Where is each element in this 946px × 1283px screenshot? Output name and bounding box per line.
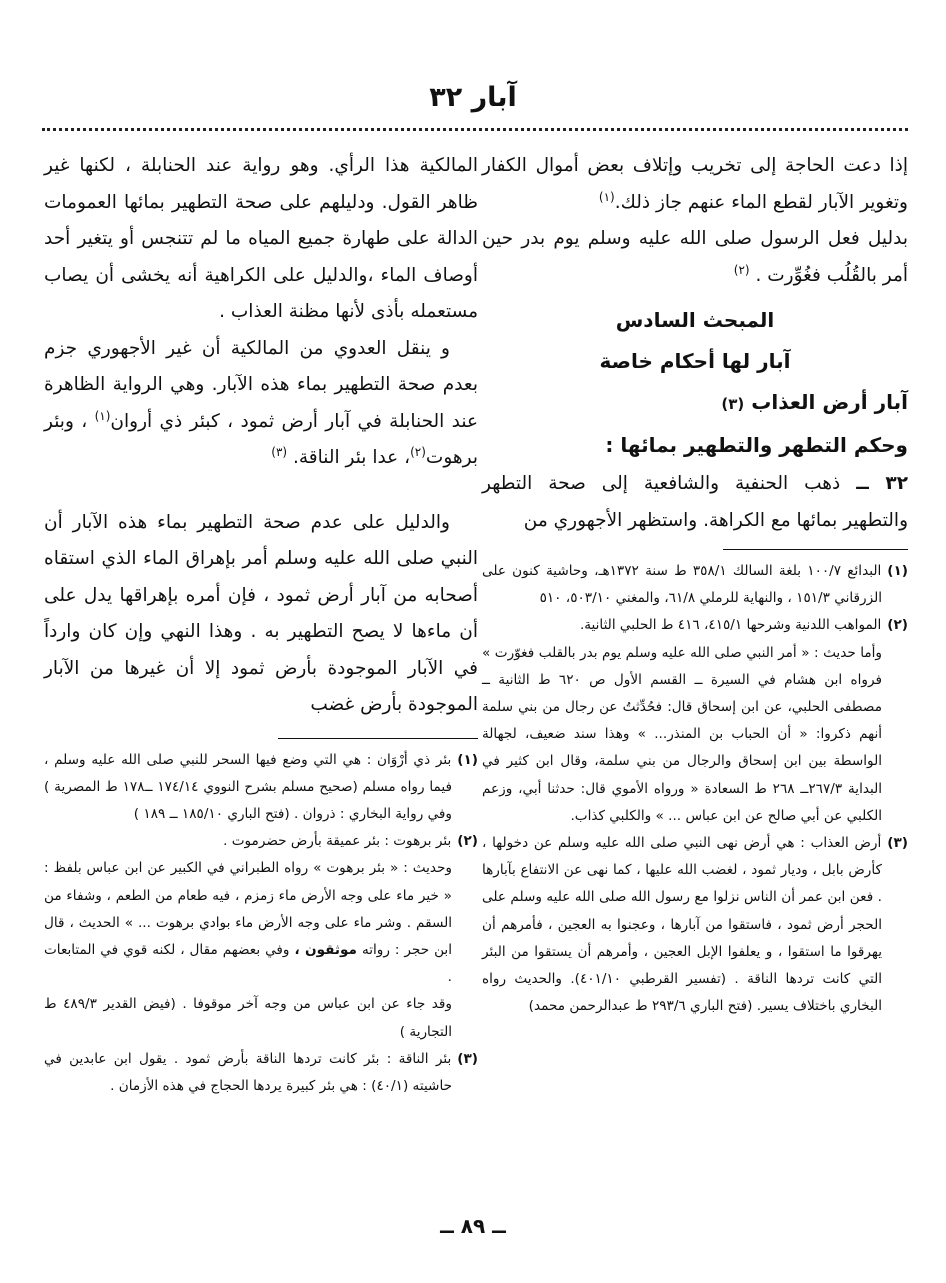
section-headings <box>482 300 908 466</box>
footnote-ref[interactable]: (٣) <box>271 444 288 459</box>
paragraph: والدليل على عدم صحة التطهير بماء هذه الآبار أن النبي صلى الله عليه وسلم أمر بإهراق الماء الذي استقاه أصحابه من آبار أرض ثمود ، فإن أمره بإهراقها يدل على أن ماءها لا يصح التطهير به . وهذا النهي وإن كان وارداً في الآبار الموجودة بأرض ثمود إلا أن غيرها من الآبار الموجودة بأرض غضب <box>44 511 478 715</box>
footnote-separator <box>723 549 908 550</box>
footnote-2 <box>482 612 908 830</box>
footnote-number: (٢) <box>887 617 908 634</box>
right-footnotes <box>482 558 908 1020</box>
right-column <box>482 148 908 1020</box>
paragraph <box>44 331 478 477</box>
paragraph: المالكية هذا الرأي. وهو رواية عند الحنابلة ، لكنها غير ظاهر القول. ودليلهم على صحة التطهير بمائها العمومات الدالة على طهارة جميع المياه ما لم تتنجس أو يتغير أحد أوصاف الماء ،والدليل على الكراهية أنه يخشى أن يصاب مستعمله بأذى لأنها مظنة العذاب . <box>44 155 478 322</box>
paragraph-text: ، عدا بئر الناقة. <box>292 447 411 468</box>
numbered-paragraph <box>482 466 908 539</box>
page-number: ــ ٨٩ ــ <box>440 1214 506 1238</box>
paragraph-text: بدليل فعل الرسول صلى الله عليه وسلم يوم بدر حين أمر بالقُلُب فغُوِّرت . <box>482 228 908 286</box>
paragraph-number: ٣٢ ــ <box>856 473 908 494</box>
left-footnotes <box>44 747 478 1101</box>
subsection-heading: آبار لها أحكام خاصة <box>599 349 791 373</box>
paragraph-text: إذا دعت الحاجة إلى تخريب وإتلاف بعض أموال الكفار وتغوير الآبار لقطع الماء عنهم جاز ذلك. <box>482 155 908 213</box>
paragraph <box>482 221 908 294</box>
paragraph <box>482 148 908 221</box>
footnote-text: وفي بعضهم مقال ، لكنه قوي في المتابعات . <box>44 941 452 986</box>
footnote-text: بئر الناقة : بئر كانت تردها الناقة بأرض ثمود . يقول ابن عابدين في حاشيته (٤٠/١) : هي بئر كبيرة يردها الحجاج في هذه الأزمان . <box>44 1050 452 1094</box>
topic-heading <box>482 382 908 425</box>
paragraph-text: ذهب الحنفية والشافعية إلى صحة التطهر والتطهير بمائها مع الكراهة. واستظهر الأجهوري من <box>482 473 908 531</box>
footnote-text: البدائع ١٠٠/٧ بلغة السالك ٣٥٨/١ ط سنة ١٣٧٢هـ، وحاشية كنون على الزرقاني ١٥١/٣ ، والنهاية للرملي ٦١/٨، والمغني ٥٠٣/١٠، ٥١٠ <box>482 563 882 607</box>
footnote-text: وحديث : « بئر برهوت » رواه الطبراني في الكبير عن ابن عباس بلفظ : « خير ماء على وجه الأرض ماء زمزم ، فيه طعام من الطعم ، وشفاء من السقم . وشر ماء على وجه الأرض ماء بوادي برهوت ... » الحديث ، قال ابن حجر : رواته <box>44 860 452 958</box>
left-column-body <box>44 148 478 724</box>
footnote-number: (٣) <box>457 1050 478 1067</box>
footnote-number: (٣) <box>887 835 908 852</box>
footnote-text: أرض العذاب : هي أرض نهى النبي صلى الله عليه وسلم عن دخولها ، كأرض بابل ، وديار ثمود ، لغضب الله عليها ، كما نهى عن الانتفاع بآبارها . فعن ابن عمر أن الناس نزلوا مع رسول الله صلى الله عليه وسلم على الحجر أرض ثمود ، فاستقوا من آبارها ، وعجنوا به العجين ، فأمرهم أن يهرقوا ما استقوا ، و يعلفوا الإبل العجين ، وأمرهم أن يستقوا من البئر التي كانت تردها الناقة . (تفسير القرطبي ٤٠١/١٠). والحديث رواه البخاري باختلاف يسير. (فتح الباري ٢٩٣/٦ ط عبدالرحمن محمد) <box>482 835 882 1015</box>
footnote-number: (١) <box>887 563 908 579</box>
topic-heading-text: آبار أرض العذاب <box>751 390 908 414</box>
footnote-text: بئر ذي أرْوَان : هي التي وضع فيها السحر للنبي صلى الله عليه وسلم ، فيما رواه مسلم (صحيح مسلم بشرح النووي ١٧٤/١٤ ــ١٧٨ ط المصرية ) وفي رواية البخاري : ذروان . (فتح الباري ١٨٥/١٠ ــ ١٨٩ ) <box>44 751 452 822</box>
paragraph-text: و ينقل العدوي من المالكية أن غير الأجهوري جزم بعدم صحة التطهير بماء هذه الآبار. وهي الرواية الظاهرة عند الحنابلة في آبار أرض ثمود ، كبئر ذي أروان <box>44 337 478 432</box>
footnote-1 <box>44 747 478 829</box>
footnote-ref[interactable]: (١) <box>94 408 111 423</box>
footnote-ref[interactable]: (٢) <box>733 262 750 277</box>
numbered-paragraph-block <box>482 466 908 539</box>
footnote-text: بئر برهوت : بئر عميقة بأرض حضرموت . <box>223 833 452 850</box>
footnote-ref[interactable]: (١) <box>598 189 615 204</box>
paragraph-text: ، وبئر برهوت <box>44 410 478 468</box>
footnote-number: (١) <box>457 751 478 768</box>
left-column <box>44 148 478 1100</box>
header-dotted-rule <box>42 128 908 131</box>
right-column-body <box>482 148 908 294</box>
footnote-separator <box>278 738 478 739</box>
footnote-ref[interactable]: (٣) <box>721 395 745 413</box>
footnote-1 <box>482 558 908 612</box>
footnote-continuation: وأما حديث : « أمر النبي صلى الله عليه وسلم يوم بدر بالقلب فغوّرت » فرواه ابن هشام في السيرة ــ القسم الأول ص ٦٢٠ ط الثانية ــ مصطفى الحلبي، عن ابن إسحاق قال: فحُدِّثتُ عن رجال من بني سلمة أنهم ذكروا: « أن الحباب بن المنذر... » وهذا سند ضعيف، لجهالة الواسطة بين ابن إسحاق والرجال من بني سلمة، وقال ابن كثير في البداية ٢٦٧/٣ــ ٢٦٨ ط السعادة « ورواه الأموي قال: حدثنا أبي، وزعم الكلبي عن أبي صالح عن ابن عباس ... » والكلبي كذاب. <box>482 644 882 824</box>
footnote-continuation: وقد جاء عن ابن عباس من وجه آخر موقوفا . (فيض القدير ٤٨٩/٣ ط التجارية ) <box>44 996 452 1040</box>
footnote-continuation <box>44 855 478 991</box>
footnote-text: المواهب اللدنية وشرحها ٤١٥/١، ٤١٦ ط الحلبي الثانية. <box>579 617 882 634</box>
footnote-ref[interactable]: (٢) <box>410 444 426 459</box>
footnote-text-bold: موثقون ، <box>294 941 357 958</box>
footnote-2 <box>44 828 478 1046</box>
running-header-title: آبار ٣٢ <box>429 82 517 113</box>
section-heading: المبحث السادس <box>615 308 775 332</box>
footnote-3 <box>44 1046 478 1100</box>
topic-heading-line2: وحكم التطهر والتطهير بمائها : <box>605 433 908 457</box>
footnote-3 <box>482 830 908 1020</box>
footnote-number: (٢) <box>457 833 478 850</box>
